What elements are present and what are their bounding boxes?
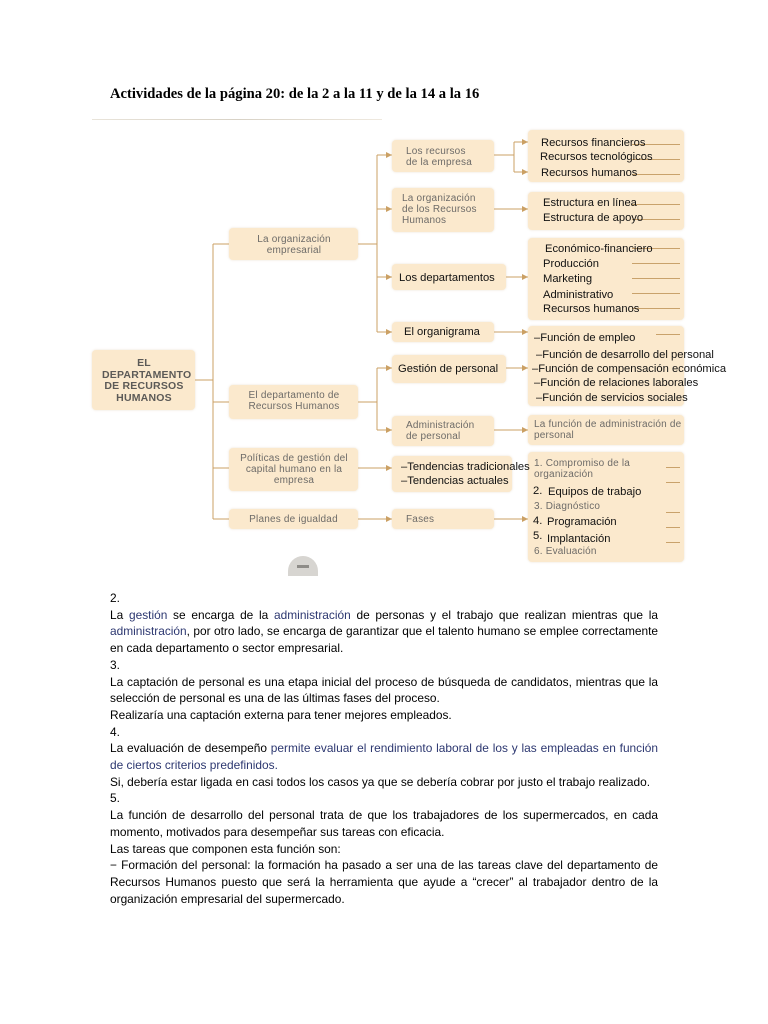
- dash-deco: [666, 482, 680, 483]
- fases-label: Fases: [406, 514, 435, 525]
- dash-deco: [656, 334, 680, 335]
- recursos-empresa-label: Los recursos de la empresa: [406, 146, 472, 168]
- page-title: Actividades de la página 20: de la 2 a la 11 y de la 14 a la 16: [110, 86, 480, 102]
- recurso-item: Recursos financieros: [541, 137, 646, 149]
- funcion-item: –Función de empleo: [534, 332, 636, 344]
- q4-text: La evaluación de desempeño permite evaluar el rendimiento laboral de los y las empleadas en función de ciertos criterios predefinidos.: [110, 741, 658, 773]
- dash-deco: [632, 263, 680, 264]
- q4-text-2: Si, debería estar ligada en casi todos los casos ya que se debería cobrar por justo el trabajo realizado.: [110, 774, 651, 789]
- q5-text-2: Las tareas que componen esta función son:: [110, 841, 341, 856]
- q2-number: 2.: [110, 591, 120, 605]
- root-label: EL DEPARTAMENTO DE RECURSOS HUMANOS: [102, 357, 192, 404]
- answers-text: [110, 590, 658, 907]
- q3-number: 3.: [110, 657, 120, 672]
- dash-deco: [632, 174, 680, 175]
- departamento-item: Producción: [543, 258, 599, 270]
- igualdad-label: Planes de igualdad: [249, 514, 338, 525]
- departamento-item: Administrativo: [543, 289, 614, 301]
- departamento-item: Recursos humanos: [543, 303, 640, 315]
- tendencia-item: –Tendencias tradicionales: [401, 461, 530, 473]
- q4-number: 4.: [110, 724, 120, 739]
- organizacion-label: La organización empresarial: [257, 234, 331, 256]
- q3-text: La captación de personal es una etapa inicial del proceso de búsqueda de candidatos, mientras que la selección de personal es una de las últimas fases del proceso.: [110, 674, 658, 706]
- dash-deco: [632, 278, 680, 279]
- dash-deco: [666, 512, 680, 513]
- q2-text: La gestión se encarga de la administración de personas y el trabajo que realizan mientras que la administración, por otro lado, se encarga de garantizar que el talento humano se emplee correctamente en cada departamento o sector empresarial.: [110, 607, 659, 656]
- q5-text-3: − Formación del personal: la formación ha pasado a ser una de las tareas clave del departamento de Recursos Humanos puesto que será la herramienta que ayude a “crecer” al trabajador dentro de la organización empresarial del supermercado.: [110, 858, 658, 906]
- funcion-item: –Función de relaciones laborales: [534, 377, 699, 389]
- fase-4-number: 4.: [533, 515, 543, 527]
- fase-2-item: Equipos de trabajo: [548, 486, 642, 498]
- recurso-item: Recursos humanos: [541, 167, 638, 179]
- fase-1: 1. Compromiso de la organización: [534, 458, 631, 480]
- fase-2-number: 2.: [533, 485, 543, 497]
- fase-3: 3. Diagnóstico: [534, 501, 601, 512]
- q3-text-2: Realizaría una captación externa para tener mejores empleados.: [110, 707, 452, 722]
- recurso-item: Recursos tecnológicos: [540, 151, 653, 163]
- funcion-administracion-label: La función de administración de personal: [534, 419, 682, 441]
- fase-5-item: Implantación: [547, 533, 611, 545]
- politicas-label: Políticas de gestión del capital humano en la empresa: [240, 453, 348, 486]
- fase-6: 6. Evaluación: [534, 546, 597, 557]
- funcion-item: –Función de servicios sociales: [536, 392, 688, 404]
- departamento-item: Económico-financiero: [545, 243, 653, 255]
- dash-deco: [666, 467, 680, 468]
- q5-number: 5.: [110, 791, 120, 806]
- funcion-item: –Función de compensación económica: [532, 363, 727, 375]
- dash-deco: [632, 293, 680, 294]
- departamento-item: Marketing: [543, 273, 593, 285]
- estructura-item: Estructura en línea: [543, 197, 637, 209]
- tendencia-item: –Tendencias actuales: [401, 475, 509, 487]
- fase-5-number: 5.: [533, 530, 543, 542]
- q5-text: La función de desarrollo del personal trata de que los trabajadores de los supermercados, en cada momento, motivados para desempeñar sus tareas con eficacia.: [110, 808, 658, 839]
- organigrama-label: El organigrama: [404, 326, 480, 338]
- estructura-item: Estructura de apoyo: [543, 212, 644, 224]
- scan-edge-line: [92, 119, 382, 120]
- gestion-personal-label: Gestión de personal: [398, 363, 499, 375]
- funcion-item: –Función de desarrollo del personal: [536, 349, 714, 361]
- dash-deco: [632, 204, 680, 205]
- fase-4-item: Programación: [547, 516, 617, 528]
- administracion-personal-label: Administración de personal: [406, 420, 475, 442]
- departamento-rrhh-label: El departamento de Recursos Humanos: [248, 390, 340, 412]
- organizacion-rrhh-label: La organización de los Recursos Humanos: [402, 193, 477, 226]
- dash-deco: [666, 527, 680, 528]
- dash-deco: [666, 542, 680, 543]
- departamentos-label: Los departamentos: [399, 272, 495, 284]
